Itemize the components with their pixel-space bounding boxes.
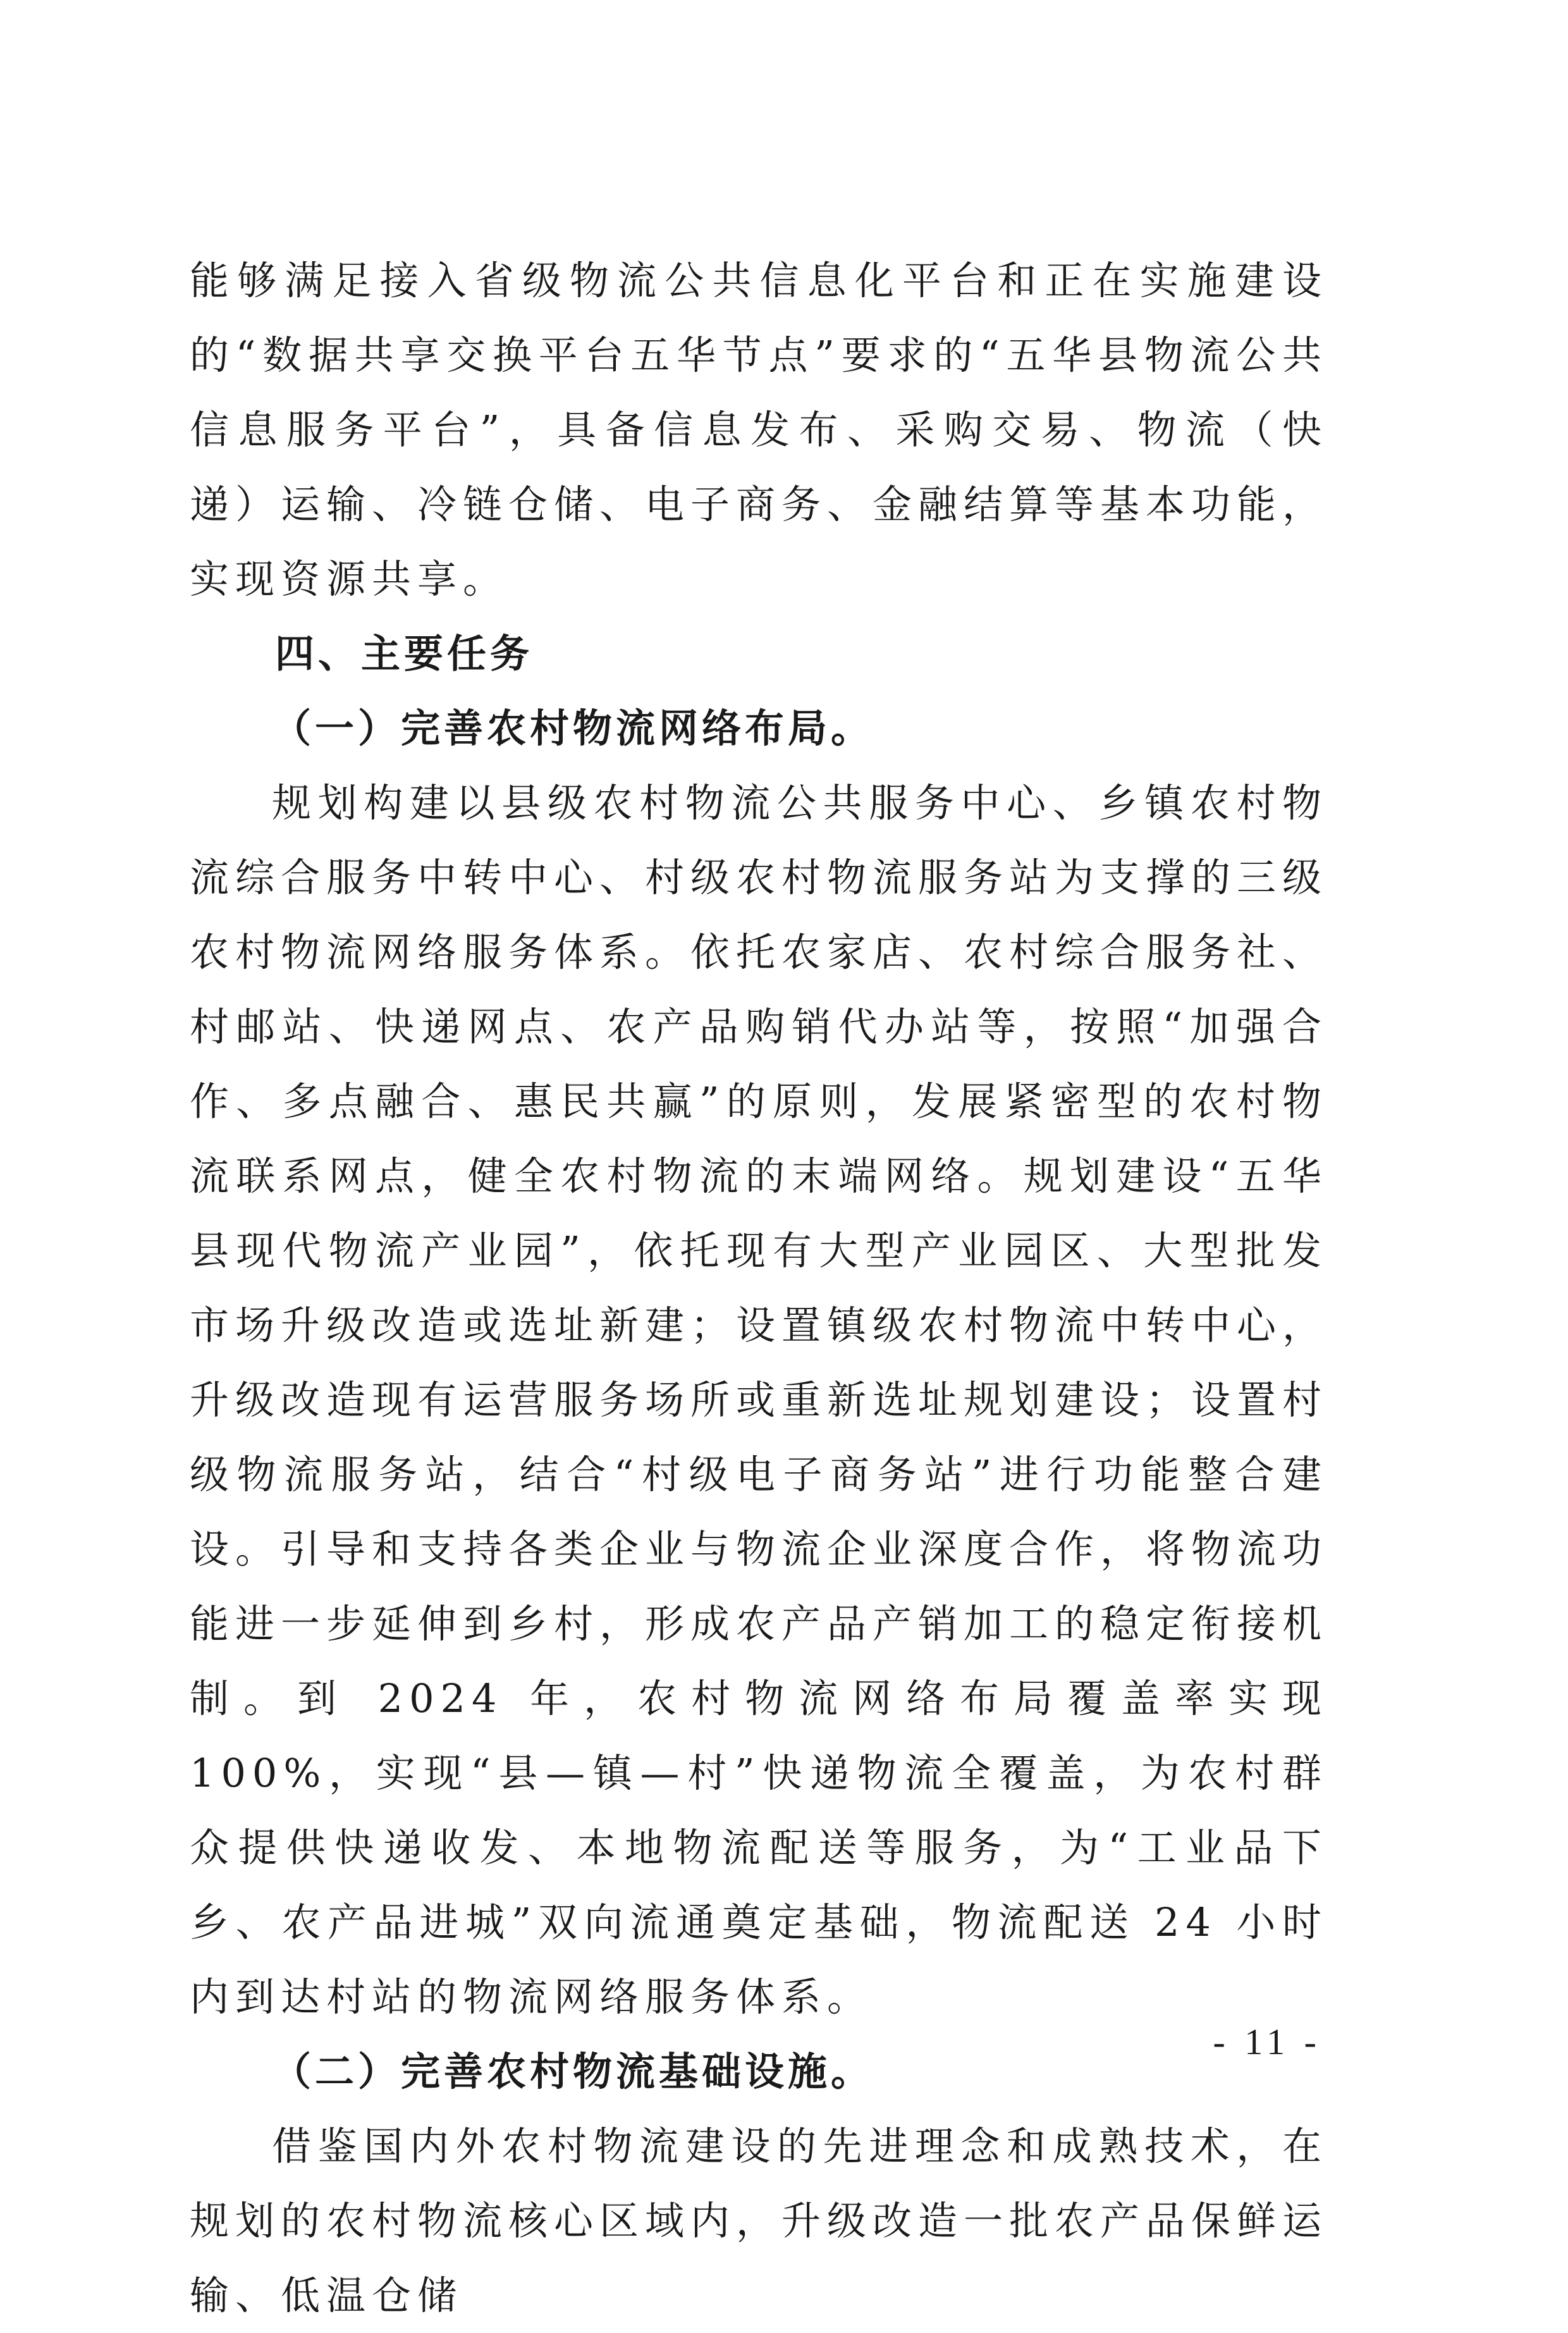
section-heading-main-tasks: 四、主要任务 <box>275 631 534 677</box>
subsection-heading-network-layout: （一）完善农村物流网络布局。 <box>272 705 874 751</box>
paragraph-continued: 能够满足接入省级物流公共信息化平台和正在实施建设的“数据共享交换平台五华节点”要求的“五华县物流公共信息服务平台”，具备信息发布、采购交易、物流（快递）运输、冷链仓储、电子商务、金融结算等基本功能，实现资源共享。 <box>190 257 1328 602</box>
body-text <box>190 243 1328 2333</box>
subsection-heading-infrastructure: （二）完善农村物流基础设施。 <box>272 2048 874 2095</box>
page-number: - 11 - <box>1213 2021 1321 2062</box>
paragraph-network-layout: 规划构建以县级农村物流公共服务中心、乡镇农村物流综合服务中转中心、村级农村物流服务站为支撑的三级农村物流网络服务体系。依托农家店、农村综合服务社、村邮站、快递网点、农产品购销代办站等，按照“加强合作、多点融合、惠民共赢”的原则，发展紧密型的农村物流联系网点，健全农村物流的末端网络。规划建设“五华县现代物流产业园”，依托现有大型产业园区、大型批发市场升级改造或选址新建；设置镇级农村物流中转中心，升级改造现有运营服务场所或重新选址规划建设；设置村级物流服务站，结合“村级电子商务站”进行功能整合建设。引导和支持各类企业与物流企业深度合作，将物流功能进一步延伸到乡村，形成农产品产销加工的稳定衔接机制。到 2024 年，农村物流网络布局覆盖率实现 100%，实现“县—镇—村”快递物流全覆盖，为农村群众提供快递收发、本地物流配送等服务，为“工业品下乡、农产品进城”双向流通奠定基础，物流配送 24 小时内到达村站的物流网络服务体系。 <box>190 780 1328 2020</box>
paragraph-infrastructure: 借鉴国内外农村物流建设的先进理念和成熟技术，在规划的农村物流核心区域内，升级改造一批农产品保鲜运输、低温仓储 <box>190 2123 1328 2318</box>
